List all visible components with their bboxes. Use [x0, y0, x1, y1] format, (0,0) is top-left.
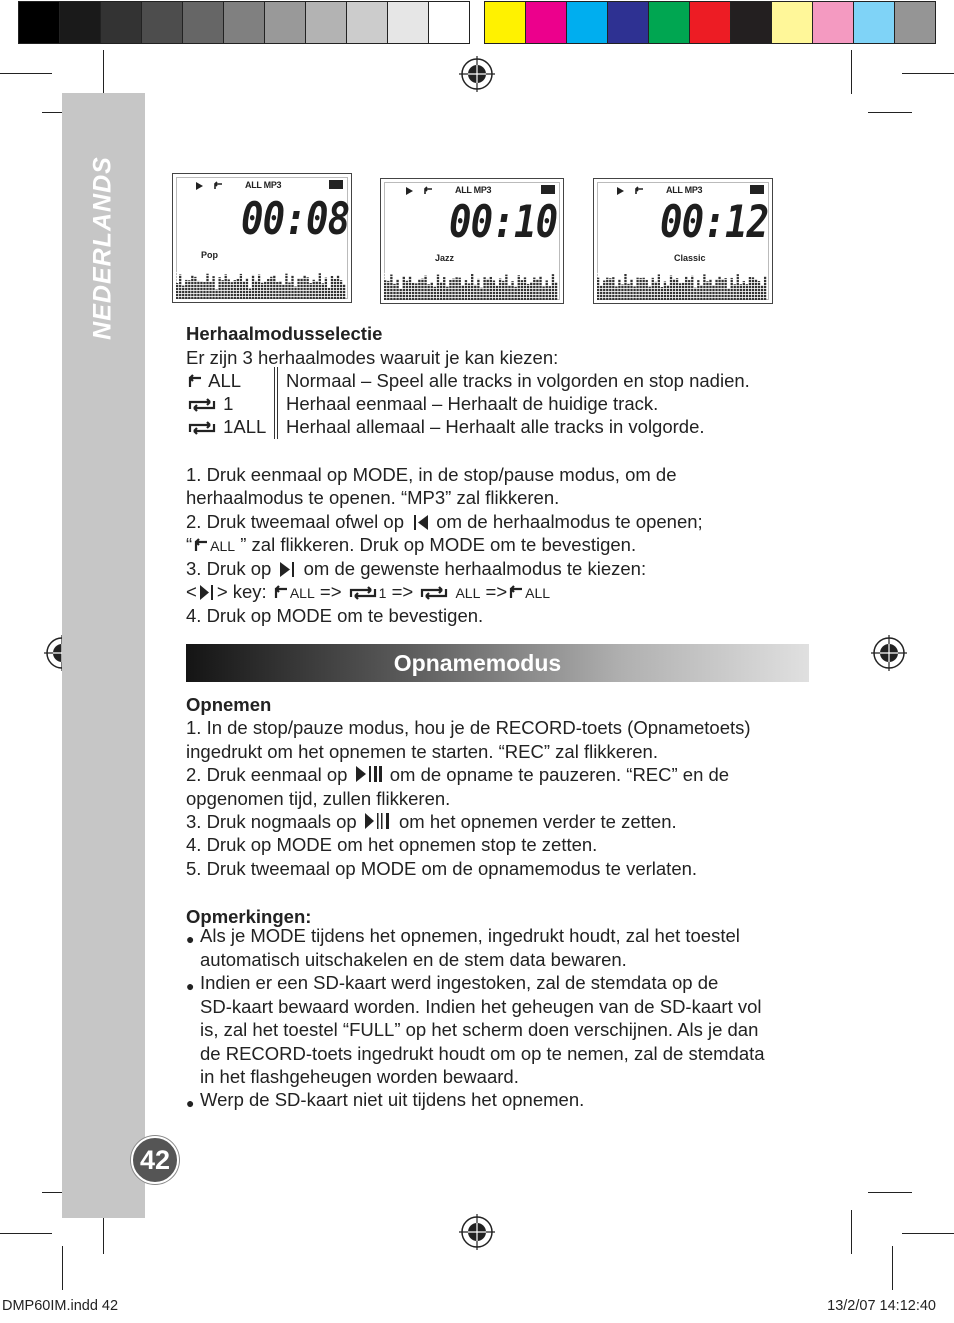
equalizer-bar	[421, 279, 423, 300]
lcd-mode-label: ALL MP3	[455, 185, 492, 195]
repeat-intro: Er zijn 3 herhaalmodes waaruit je kan kiezen:	[186, 347, 559, 368]
equalizer-gap	[384, 288, 558, 289]
equalizer-gap	[176, 296, 346, 297]
next-track-icon	[277, 560, 299, 578]
equalizer-bar	[712, 285, 714, 300]
step-text: “	[186, 534, 193, 555]
equalizer-bar	[459, 278, 461, 300]
crop-mark	[868, 112, 912, 113]
page-number-badge: 42	[131, 1136, 179, 1184]
repeat-loop-icon	[186, 397, 218, 413]
repeat-one-arrow-icon	[507, 585, 525, 601]
play-repeat-icon	[405, 186, 435, 196]
equalizer-bar	[496, 286, 498, 300]
footer-file-info: DMP60IM.indd 42	[2, 1298, 119, 1314]
equalizer-bar	[640, 278, 642, 300]
mode-label: ALL	[208, 370, 242, 391]
calibration-swatch	[19, 1, 60, 44]
lcd-mode-label: ALL MP3	[666, 185, 703, 195]
arrow-text: =>	[319, 581, 342, 602]
record-step-3	[186, 810, 677, 833]
equalizer-gap	[597, 285, 767, 286]
next-track-icon	[197, 583, 217, 601]
equalizer-bar	[658, 274, 660, 300]
equalizer-gap	[176, 287, 346, 288]
equalizer-bar	[518, 275, 520, 300]
equalizer-bar	[703, 274, 705, 300]
repeat-one-arrow-icon	[272, 585, 290, 601]
registration-mark-icon	[459, 56, 495, 92]
equalizer-bar	[676, 278, 678, 300]
lcd-genre: Jazz	[435, 253, 455, 263]
equalizer-bar	[731, 278, 733, 300]
lcd-genre: Classic	[674, 253, 706, 263]
mode-label: ALL	[525, 585, 551, 601]
equalizer-gap	[176, 275, 346, 276]
calibration-swatch	[429, 1, 470, 44]
calibration-swatch	[854, 1, 895, 44]
step-text: 3. Druk op	[186, 558, 272, 579]
note-2-line-3: is, zal het toestel “FULL” op het scherm doen verschijnen. Als je dan	[200, 1019, 759, 1040]
mode-label: 1	[223, 393, 234, 414]
calibration-swatch	[388, 1, 429, 44]
equalizer-bar	[307, 277, 309, 299]
bullet-icon: ●	[186, 931, 195, 947]
equalizer-bar	[652, 278, 654, 300]
mode-description: Herhaal allemaal – Herhaalt alle tracks in volgorde.	[286, 416, 705, 437]
crop-mark	[892, 1246, 893, 1290]
footer-timestamp: 13/2/07 14:12:40	[827, 1298, 936, 1314]
equalizer-bar	[667, 285, 669, 300]
repeat-loop-icon	[418, 585, 450, 601]
previous-track-icon	[409, 513, 431, 531]
mode-label: 1ALL	[223, 416, 267, 437]
arrow-text: =>	[485, 581, 508, 602]
repeat-mode-all-label	[186, 369, 241, 392]
registration-mark-icon	[459, 1214, 495, 1250]
equalizer-bar	[237, 279, 239, 299]
equalizer-gap	[176, 290, 346, 291]
repeat-step-2a	[186, 510, 703, 533]
equalizer-gap	[597, 294, 767, 295]
lcd-time: 00:08	[241, 194, 350, 245]
record-step-1a: 1. In de stop/pauze modus, hou je de RECORD-toets (Opnametoets)	[186, 717, 751, 738]
crop-mark	[851, 1210, 852, 1254]
equalizer-bar	[282, 285, 284, 299]
equalizer-bar	[480, 288, 482, 300]
repeat-step-4: 4. Druk op MODE om te bevestigen.	[186, 605, 484, 626]
equalizer-gap	[384, 282, 558, 283]
table-divider	[274, 367, 278, 439]
repeat-step-2b	[186, 533, 636, 558]
calibration-swatch	[347, 1, 388, 44]
step-text: <	[186, 581, 197, 602]
calibration-swatch	[183, 1, 224, 44]
equalizer-bars-icon	[384, 270, 558, 300]
play-repeat-icon	[195, 181, 225, 191]
equalizer-bar	[499, 278, 501, 300]
crop-mark	[0, 73, 52, 74]
section-banner	[186, 644, 809, 682]
bullet-icon: ●	[186, 978, 195, 994]
crop-mark	[902, 1233, 954, 1234]
calibration-swatch	[306, 1, 347, 44]
equalizer-bar	[390, 275, 392, 301]
equalizer-bar	[624, 274, 626, 300]
equalizer-bar	[325, 278, 327, 299]
record-step-5: 5. Druk tweemaal op MODE om de opnamemodus te verlaten.	[186, 858, 698, 879]
equalizer-bar	[505, 275, 507, 300]
equalizer-bar	[471, 274, 473, 300]
calibration-swatch	[485, 1, 526, 44]
color-calibration-bar	[18, 1, 936, 44]
equalizer-bar	[643, 278, 645, 300]
calibration-swatch	[690, 1, 731, 44]
equalizer-bar	[285, 274, 287, 299]
note-1-line-1: Als je MODE tijdens het opnemen, ingedrukt houdt, zal het toestel	[200, 925, 740, 946]
grayscale-swatches	[18, 1, 470, 44]
repeat-key-sequence	[186, 580, 550, 605]
mode-label: ALL	[289, 585, 315, 601]
step-text: 2. Druk eenmaal op	[186, 764, 348, 785]
record-step-2b: opgenomen tijd, zullen flikkeren.	[186, 788, 451, 809]
equalizer-bars-icon	[176, 269, 346, 299]
equalizer-gap	[176, 272, 346, 273]
repeat-heading: Herhaalmodusselectie	[186, 323, 383, 344]
step-text: om de opname te pauzeren. “REC” en de	[389, 764, 730, 785]
repeat-one-arrow-icon	[192, 538, 210, 554]
calibration-swatch	[731, 1, 772, 44]
equalizer-bar	[508, 286, 510, 300]
equalizer-bar	[334, 279, 336, 299]
note-3: Werp de SD-kaart niet uit tijdens het opnemen.	[200, 1089, 585, 1110]
crop-mark	[868, 1192, 912, 1193]
mode-description: Herhaal eenmaal – Herhaalt de huidige track.	[286, 393, 659, 414]
calibration-swatch	[649, 1, 690, 44]
equalizer-gap	[384, 273, 558, 274]
step-text: > key:	[216, 581, 267, 602]
calibration-swatch	[772, 1, 813, 44]
calibration-swatch	[101, 1, 142, 44]
equalizer-bar	[636, 278, 638, 300]
equalizer-bar	[319, 273, 321, 299]
equalizer-bar	[609, 278, 611, 300]
equalizer-bar	[215, 289, 217, 299]
bullet-icon: ●	[186, 1095, 195, 1111]
lcd-time: 00:12	[660, 197, 769, 248]
equalizer-bar	[452, 279, 454, 300]
lcd-screen-jazz	[380, 178, 564, 304]
battery-icon	[541, 185, 555, 194]
note-2-line-5: in het flashgeheugen worden bewaard.	[200, 1066, 519, 1087]
equalizer-gap	[176, 278, 346, 279]
registration-mark-icon	[871, 635, 907, 671]
repeat-loop-icon	[347, 585, 379, 601]
step-text: om de herhaalmodus te openen;	[436, 511, 703, 532]
play-pause-icon	[362, 811, 394, 831]
calibration-swatch	[895, 1, 936, 44]
note-1-line-2: automatisch uitschakelen en de stem data bewaren.	[200, 949, 627, 970]
step-text: 2. Druk tweemaal ofwel op	[186, 511, 404, 532]
repeat-mode-1all-label	[186, 415, 266, 438]
equalizer-gap	[176, 284, 346, 285]
equalizer-gap	[597, 276, 767, 277]
calibration-swatch	[567, 1, 608, 44]
battery-icon	[750, 185, 764, 194]
equalizer-bar	[737, 274, 739, 300]
calibration-swatch	[813, 1, 854, 44]
equalizer-gap	[384, 294, 558, 295]
equalizer-bars-icon	[597, 270, 767, 300]
equalizer-gap	[597, 288, 767, 289]
color-swatches	[484, 1, 936, 44]
mode-label: ALL	[210, 538, 236, 554]
repeat-loop-icon	[186, 420, 218, 436]
equalizer-gap	[384, 297, 558, 298]
equalizer-gap	[597, 297, 767, 298]
sidebar-language-title: NEDERLANDS	[88, 156, 117, 340]
equalizer-bar	[661, 287, 663, 300]
equalizer-bar	[606, 278, 608, 300]
calibration-swatch	[265, 1, 306, 44]
repeat-step-3	[186, 557, 646, 580]
equalizer-bar	[761, 286, 763, 300]
record-step-1b: ingedrukt om het opnemen te starten. “REC” zal flikkeren.	[186, 741, 658, 762]
equalizer-bar	[694, 288, 696, 300]
play-pause-icon	[353, 764, 385, 784]
crop-mark	[62, 1246, 63, 1290]
calibration-swatch	[224, 1, 265, 44]
record-heading: Opnemen	[186, 694, 272, 715]
equalizer-gap	[384, 285, 558, 286]
mode-label: ALL	[455, 585, 481, 601]
crop-mark	[902, 73, 954, 74]
calibration-swatch	[608, 1, 649, 44]
repeat-step-1a: 1. Druk eenmaal op MODE, in de stop/pause modus, om de	[186, 464, 677, 485]
equalizer-bar	[725, 278, 727, 300]
section-banner-title: Opnamemodus	[393, 650, 562, 676]
equalizer-gap	[597, 279, 767, 280]
equalizer-bar	[437, 275, 439, 300]
record-step-2a	[186, 763, 729, 786]
equalizer-gap	[384, 276, 558, 277]
equalizer-gap	[597, 282, 767, 283]
step-text: om de gewenste herhaalmodus te kiezen:	[303, 558, 647, 579]
repeat-step-1b: herhaalmodus te openen. “MP3” zal flikkeren.	[186, 487, 560, 508]
battery-icon	[329, 180, 343, 189]
equalizer-gap	[176, 281, 346, 282]
crop-mark	[851, 50, 852, 94]
equalizer-bar	[219, 277, 221, 299]
mode-description: Normaal – Speel alle tracks in volgorden en stop nadien.	[286, 370, 750, 391]
repeat-one-arrow-icon	[186, 374, 204, 390]
note-2-line-4: de RECORD-toets ingedrukt houdt om op te nemen, zal de stemdata	[200, 1043, 765, 1064]
record-step-4: 4. Druk op MODE om het opnemen stop te zetten.	[186, 834, 598, 855]
step-text: ” zal flikkeren. Druk op MODE om te bevestigen.	[240, 534, 637, 555]
notes-heading: Opmerkingen:	[186, 906, 312, 927]
calibration-swatch	[60, 1, 101, 44]
equalizer-bar	[646, 280, 648, 300]
note-2-line-1: Indien er een SD-kaart werd ingestoken, zal de stemdata op de	[200, 972, 719, 993]
equalizer-gap	[384, 279, 558, 280]
play-repeat-icon	[616, 186, 646, 196]
equalizer-gap	[384, 291, 558, 292]
equalizer-bar	[600, 286, 602, 300]
step-text: om het opnemen verder te zetten.	[398, 811, 677, 832]
equalizer-bar	[240, 274, 242, 299]
lcd-screen-classic	[593, 178, 773, 304]
calibration-swatch	[526, 1, 567, 44]
crop-mark	[103, 50, 104, 94]
lcd-screen-pop	[172, 173, 352, 303]
equalizer-gap	[176, 293, 346, 294]
calibration-swatch	[142, 1, 183, 44]
equalizer-gap	[597, 273, 767, 274]
lcd-mode-label: ALL MP3	[245, 180, 282, 190]
crop-mark	[0, 1233, 52, 1234]
lcd-time: 00:10	[449, 197, 558, 248]
equalizer-bar	[552, 274, 554, 300]
equalizer-bar	[206, 274, 208, 299]
equalizer-bar	[270, 277, 272, 299]
equalizer-bar	[294, 287, 296, 300]
mode-label: 1	[378, 585, 387, 601]
equalizer-gap	[597, 291, 767, 292]
lcd-genre: Pop	[201, 250, 218, 260]
step-text: 3. Druk nogmaals op	[186, 811, 357, 832]
note-2-line-2: SD-kaart bewaard worden. Indien het geheugen van de SD-kaart vol	[200, 996, 762, 1017]
arrow-text: =>	[391, 581, 414, 602]
equalizer-bar	[597, 278, 599, 300]
repeat-mode-one-label	[186, 392, 233, 415]
equalizer-bar	[194, 277, 196, 299]
